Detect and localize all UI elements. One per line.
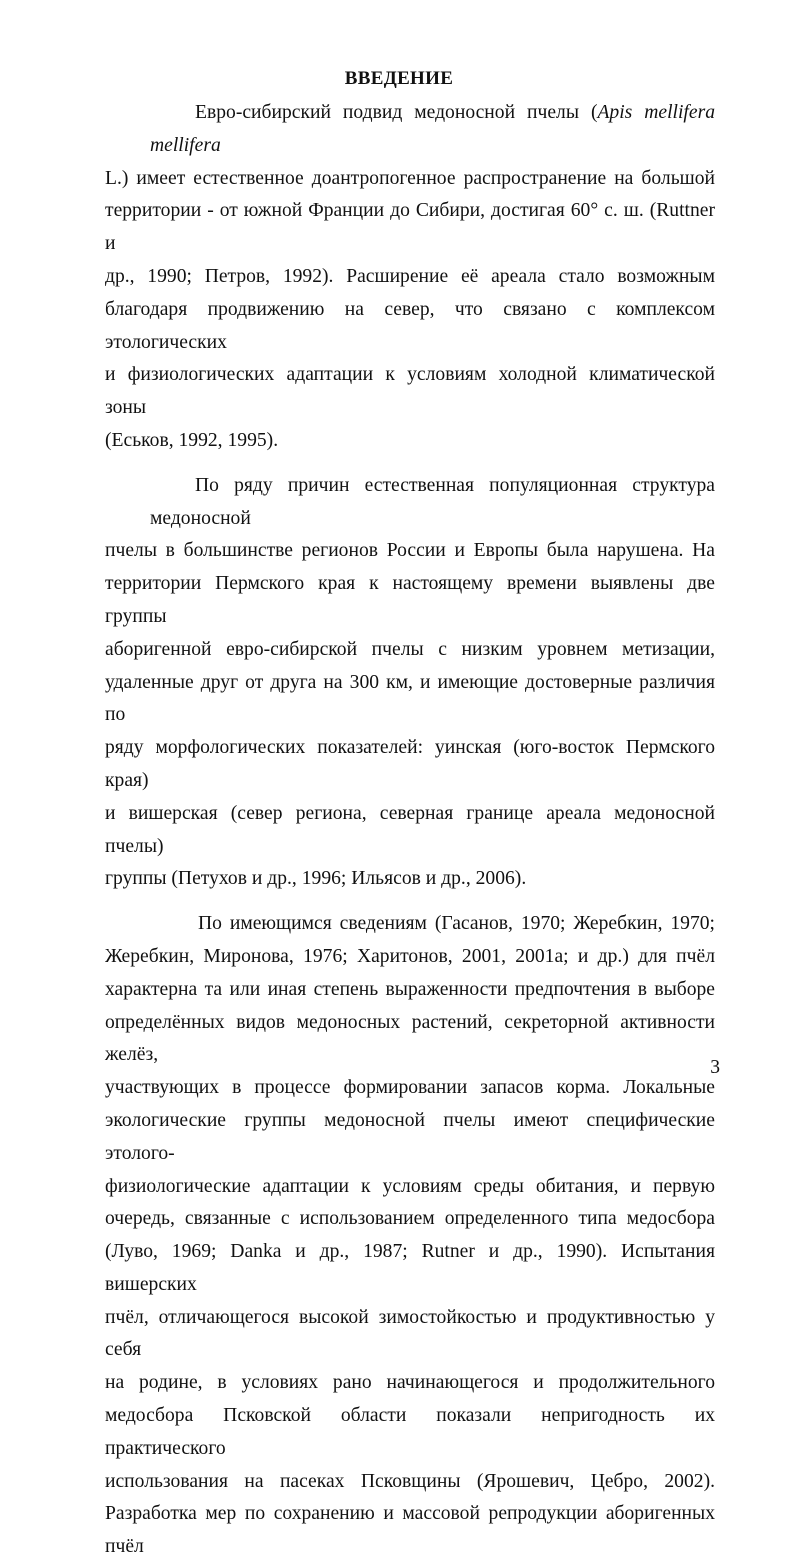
text-span: Евро-сибирский подвид медоносной пчелы ( (195, 102, 598, 123)
text-line: пчелы в большинстве регионов России и Европы была нарушена. На (105, 540, 715, 562)
text-line: группы (Петухов и др., 1996; Ильясов и др., 2006). (105, 868, 527, 890)
paragraph-3 (105, 908, 715, 1564)
text-line: и вишерская (север региона, северная границе ареала медоносной пчелы) (105, 802, 715, 857)
text-line: ряду морфологических показателей: уинская (юго-восток Пермского края) (105, 737, 715, 791)
text-line: территории Пермского края к настоящему времени выявлены две группы (105, 573, 715, 627)
text-line: L.) имеет естественное доантропогенное распространение на большой (105, 167, 715, 189)
text-line: (Еськов, 1992, 1995). (105, 429, 279, 451)
text-line: физиологические адаптации к условиям среды обитания, и первую (105, 1175, 715, 1197)
text-line: на родине, в условиях рано начинающегося и продолжительного (105, 1372, 715, 1394)
text-line: территории - от южной Франции до Сибири, достигая 60° с. ш. (Ruttner и (105, 200, 715, 255)
page-number: 3 (710, 1057, 720, 1078)
text-line: удаленные друг от друга на 300 км, и имеющие достоверные различия по (105, 671, 715, 726)
text-line: (Луво, 1969; Danka и др., 1987; Rutner и др., 1990). Испытания вишерских (105, 1241, 715, 1295)
paragraph-2 (105, 470, 715, 896)
species-name-italic: Apis mellifera mellifera (150, 102, 715, 156)
text-line: использования на пасеках Псковщины (Ярошевич, Цебро, 2002). (105, 1470, 715, 1492)
text-line: определённых видов медоносных растений, секреторной активности желёз, (105, 1011, 715, 1066)
text-line: Жеребкин, Миронова, 1976; Харитонов, 2001, 2001а; и др.) для пчёл (105, 945, 715, 967)
text-line: экологические группы медоносной пчелы имеют специфические этолого- (105, 1109, 715, 1164)
text-line: др., 1990; Петров, 1992). Расширение её ареала стало возможным (105, 265, 715, 287)
text-line: аборигенной евро-сибирской пчелы с низким уровнем метизации, (105, 638, 715, 660)
text-line (105, 97, 715, 163)
section-title: ВВЕДЕНИЕ (344, 68, 454, 89)
text-line: пчёл, отличающегося высокой зимостойкостью и продуктивностью у себя (105, 1306, 715, 1361)
text-line: медосбора Псковской области показали непригодность их практического (105, 1405, 715, 1459)
text-line: Разработка мер по сохранению и массовой репродукции аборигенных пчёл (105, 1503, 715, 1558)
text-line: участвующих в процессе формировании запасов корма. Локальные (105, 1077, 715, 1099)
paragraph-1 (105, 97, 715, 458)
text-line: очередь, связанные с использованием определенного типа медосбора (105, 1208, 715, 1230)
text-line: По имеющимся сведениям (Гасанов, 1970; Жеребкин, 1970; (198, 913, 715, 935)
text-line: и физиологических адаптации к условиям холодной климатической зоны (105, 364, 715, 419)
text-line: характерна та или иная степень выраженности предпочтения в выборе (105, 978, 715, 1000)
document-body (105, 97, 715, 1564)
text-line: благодаря продвижению на север, что связано с комплексом этологических (105, 298, 715, 353)
text-line: По ряду причин естественная популяционная структура медоносной (150, 474, 715, 529)
